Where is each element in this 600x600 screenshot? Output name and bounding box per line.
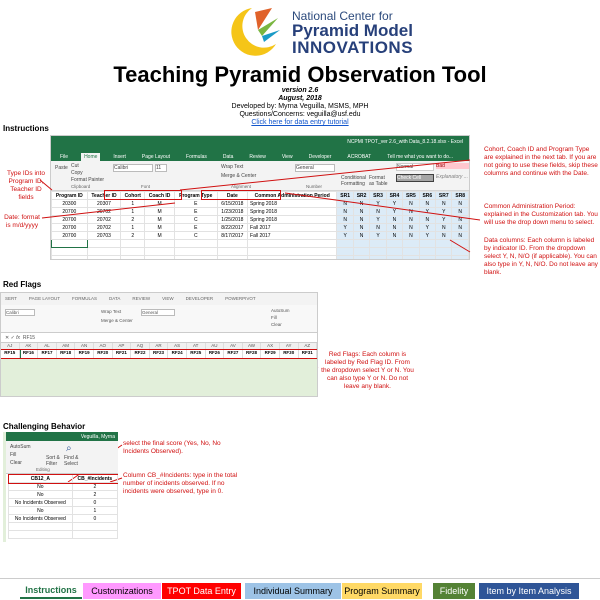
cell[interactable]: N <box>386 224 402 232</box>
pyramid-model-logo-icon <box>222 4 282 56</box>
cell[interactable]: 1 <box>72 507 117 515</box>
tab-formulas[interactable]: Formulas <box>186 154 207 160</box>
tab-insert[interactable]: Insert <box>113 154 126 160</box>
cell[interactable]: Y <box>436 208 452 216</box>
highlight-cohort-columns <box>104 190 182 200</box>
copy-button[interactable]: Copy <box>71 170 83 176</box>
cell[interactable]: RF30 <box>280 350 299 358</box>
cell[interactable]: 2 <box>72 483 117 491</box>
tab[interactable]: DATA <box>109 296 121 301</box>
cell[interactable]: Spring 2018 <box>248 200 337 208</box>
cb-grid <box>8 474 118 539</box>
cell[interactable]: RF25 <box>187 350 206 358</box>
fill-button[interactable]: Fill <box>10 452 17 458</box>
tab[interactable]: PAGE LAYOUT <box>28 296 61 301</box>
cell[interactable]: Y <box>370 232 386 240</box>
cell[interactable]: Y <box>419 208 435 216</box>
clear-button[interactable]: Clear <box>10 460 22 466</box>
cell[interactable]: N <box>386 216 402 224</box>
sheet-tab-bar <box>0 578 600 600</box>
red-flag-header-row <box>1 350 317 358</box>
col-header[interactable]: Common Administration Period <box>248 192 337 200</box>
cell[interactable]: N <box>403 200 419 208</box>
col-header[interactable]: Teacher ID <box>87 192 121 200</box>
cell[interactable]: 8/22/2017 <box>217 224 247 232</box>
cell[interactable]: RF31 <box>299 350 318 358</box>
cell[interactable]: M <box>145 232 175 240</box>
col-header[interactable]: Date <box>217 192 247 200</box>
merge-center-button[interactable]: Merge & Center <box>101 318 133 323</box>
col-header[interactable]: SR3 <box>370 192 386 200</box>
autosum-button[interactable]: AutoSum <box>10 444 31 450</box>
cell[interactable]: No <box>9 491 73 499</box>
tab-view[interactable]: View <box>281 154 293 160</box>
tab[interactable]: FORMULAS <box>72 296 98 301</box>
excel-screenshot-red-flags <box>0 292 318 397</box>
cell[interactable]: No <box>9 483 73 491</box>
cell[interactable]: N <box>436 200 452 208</box>
table-row <box>9 515 118 523</box>
cell[interactable]: C <box>174 216 217 224</box>
cell[interactable]: E <box>174 200 217 208</box>
section-challenging-behavior: Challenging Behavior <box>3 422 86 431</box>
sheet-tab-instructions[interactable]: Instructions <box>20 583 82 599</box>
tab[interactable]: VIEW <box>162 296 174 301</box>
cell[interactable]: Y <box>337 232 353 240</box>
cell[interactable]: RF28 <box>243 350 262 358</box>
cell[interactable]: N <box>353 200 369 208</box>
col-header[interactable]: Program ID <box>52 192 88 200</box>
cell[interactable]: 0 <box>72 499 117 507</box>
cell[interactable]: Y <box>370 216 386 224</box>
sheet-tab-item-analysis[interactable]: Item by Item Analysis <box>479 583 579 599</box>
tab[interactable]: POWERPIVOT <box>225 296 256 301</box>
cell[interactable]: 20700 <box>52 208 88 216</box>
sheet-tab-program-summary[interactable]: Program Summary <box>342 583 422 599</box>
cell[interactable]: 20702 <box>87 216 121 224</box>
excel-screenshot-challenging-behavior <box>3 432 118 542</box>
tab-acrobat[interactable]: ACROBAT <box>347 154 372 160</box>
col-header[interactable]: Coach ID <box>145 192 175 200</box>
tab-file[interactable]: File <box>60 154 69 160</box>
sheet-tab-individual-summary[interactable]: Individual Summary <box>245 583 341 599</box>
cell[interactable]: N <box>370 224 386 232</box>
cell[interactable]: C <box>174 232 217 240</box>
number-format-select[interactable]: General <box>141 309 175 316</box>
col-header[interactable]: SR2 <box>353 192 369 200</box>
cell[interactable]: N <box>370 208 386 216</box>
sheet-tab-fidelity[interactable]: Fidelity <box>433 583 475 599</box>
data-area <box>1 358 317 397</box>
format-painter-button[interactable]: Format Painter <box>71 177 105 183</box>
cell[interactable]: RF26 <box>206 350 225 358</box>
cut-button[interactable]: Cut <box>71 163 79 169</box>
cell[interactable]: RF16 <box>20 350 39 358</box>
table-row <box>9 491 118 499</box>
cell[interactable]: Fall 2017 <box>248 232 337 240</box>
cell[interactable]: N <box>403 208 419 216</box>
style-normal[interactable]: Normal <box>396 163 434 171</box>
cell[interactable]: N <box>452 224 469 232</box>
cell[interactable]: 20700 <box>52 232 88 240</box>
search-icon: ⌕ <box>66 443 72 454</box>
cell[interactable]: N <box>353 208 369 216</box>
cell[interactable]: N <box>353 232 369 240</box>
tab[interactable]: REVIEW <box>132 296 151 301</box>
cell[interactable]: RF29 <box>261 350 280 358</box>
tab[interactable]: DEVELOPER <box>185 296 214 301</box>
note-final-score: select the final score (Yes, No, No Incidents Observed). <box>123 440 221 455</box>
cell[interactable]: RF22 <box>131 350 150 358</box>
font-name-select[interactable]: Calibri <box>5 309 35 316</box>
note-admin-period: Common Administration Period: explained in the Customization tab. You will use the drop down menu to select. <box>484 203 598 226</box>
col-header[interactable]: SR6 <box>419 192 435 200</box>
cell[interactable]: RF23 <box>150 350 169 358</box>
section-instructions: Instructions <box>3 124 49 133</box>
grid-header-row <box>9 475 118 483</box>
tab-page-layout[interactable]: Page Layout <box>141 154 171 160</box>
cell[interactable]: N <box>403 224 419 232</box>
cell[interactable]: 1 <box>121 200 145 208</box>
cell[interactable]: No Incidents Observed <box>9 515 73 523</box>
font-name-select[interactable]: Calibri <box>113 164 153 172</box>
cell[interactable]: M <box>145 200 175 208</box>
cell[interactable]: 20700 <box>52 224 88 232</box>
sheet-tab-customizations[interactable]: Customizations <box>83 583 161 599</box>
col-header[interactable]: SR4 <box>386 192 402 200</box>
note-type-ids: Type IDs into Program ID, Teacher ID fields <box>7 170 45 201</box>
cell[interactable]: Y <box>419 224 435 232</box>
cell[interactable]: No Incidents Observed <box>9 499 73 507</box>
cell[interactable]: RF24 <box>168 350 187 358</box>
cell[interactable]: N <box>403 216 419 224</box>
version: version 2.6 August, 2018 <box>278 87 322 102</box>
excel-titlebar: NCPMI TPOT_ver 2.6_with Data_8.2.18.xlsx - Excel <box>51 136 469 150</box>
cell[interactable]: N <box>337 216 353 224</box>
fill-button[interactable]: Fill <box>271 315 277 320</box>
table-row <box>52 208 469 216</box>
tutorial-link[interactable]: Click here for data entry tutorial <box>251 119 349 126</box>
cell[interactable]: 2 <box>121 232 145 240</box>
tab-review[interactable]: Review <box>249 154 266 160</box>
cell[interactable]: RF15 <box>1 350 20 358</box>
cell[interactable]: RF21 <box>113 350 132 358</box>
highlight-admin-period <box>201 190 281 200</box>
tell-me-box[interactable]: Tell me what you want to do... <box>387 154 454 160</box>
table-row <box>52 216 469 224</box>
style-explanatory[interactable]: Explanatory ... <box>436 174 468 180</box>
wrap-text-button[interactable]: Wrap Text <box>101 309 122 314</box>
conditional-formatting-button[interactable]: Conditional Formatting <box>341 175 367 187</box>
page-title: Teaching Pyramid Observation Tool <box>113 62 487 87</box>
cell[interactable]: N <box>353 224 369 232</box>
cell[interactable]: 20702 <box>87 224 121 232</box>
section-red-flags: Red Flags <box>3 280 42 289</box>
col-header[interactable]: CB_#Incidents <box>72 475 117 483</box>
cell[interactable]: 2 <box>72 491 117 499</box>
cell[interactable]: 2 <box>121 216 145 224</box>
cell[interactable]: 1 <box>121 224 145 232</box>
cell[interactable]: N <box>452 232 469 240</box>
cell[interactable]: N <box>403 232 419 240</box>
note-red-flags: Red Flags: Each column is labeled by Red Flag ID. From the dropdown select Y or N. You can also type Y or N. Do not leave any blank. <box>321 351 414 390</box>
cell[interactable]: Y <box>419 232 435 240</box>
note-incidents: Column CB_#Incidents: type in the total number of incidents observed. If no incidents were observed, type in 0. <box>123 472 238 495</box>
org-line3: INNOVATIONS <box>292 38 414 57</box>
org-line1: National Center for <box>292 9 393 23</box>
wrap-text-button[interactable]: Wrap Text <box>221 164 244 170</box>
col-header[interactable]: SR1 <box>337 192 353 200</box>
clear-button[interactable]: Clear <box>271 322 282 327</box>
cell[interactable]: No <box>9 507 73 515</box>
cell[interactable]: N <box>353 216 369 224</box>
excel-screenshot-instructions <box>50 135 470 260</box>
note-data-columns: Data columns: Each column is labeled by indicator ID. From the dropdown select Y, N, N/O (if applicable). You can also type in Y, N, N/O. Do not leave any blank. <box>484 237 598 276</box>
cell[interactable]: N <box>452 208 469 216</box>
table-row <box>9 499 118 507</box>
paste-button[interactable]: Paste <box>55 165 68 171</box>
org-line2: Pyramid Model <box>292 21 413 40</box>
table-row <box>9 507 118 515</box>
cell[interactable]: N <box>419 200 435 208</box>
sheet-tab-tpot-data-entry[interactable]: TPOT Data Entry <box>162 583 241 599</box>
ribbon-tabs <box>51 150 469 161</box>
find-select-button[interactable]: Find & Select <box>64 455 79 467</box>
col-header[interactable]: Program Type <box>174 192 217 200</box>
cell[interactable]: RF27 <box>224 350 243 358</box>
cell[interactable]: Y <box>436 216 452 224</box>
cell[interactable]: N <box>452 200 469 208</box>
cell[interactable]: 1 <box>121 208 145 216</box>
table-row <box>9 483 118 491</box>
col-header[interactable]: SR7 <box>436 192 452 200</box>
cell[interactable]: 0 <box>72 515 117 523</box>
cell[interactable]: RF17 <box>38 350 57 358</box>
cell[interactable]: Fall 2017 <box>248 224 337 232</box>
tab-data[interactable]: Data <box>222 154 234 160</box>
cell[interactable]: 20700 <box>52 216 88 224</box>
developer-info: Developed by: Myrna Veguilla, MSMS, MPH Questions/Concerns: veguilla@usf.edu <box>231 103 369 118</box>
cell[interactable]: 20702 <box>87 208 121 216</box>
cell[interactable]: 20703 <box>87 232 121 240</box>
cell[interactable]: 8/17/2017 <box>217 232 247 240</box>
style-check-cell[interactable]: Check Cell <box>396 174 434 182</box>
cell[interactable]: M <box>145 216 175 224</box>
ribbon-body: Paste Cut Copy Format Painter Clipboard Calibri 11 Font Wrap Text Merge & Center Alignment General Number Conditional Formatting Format as Table Normal Bad Check Cell Explanatory ... <box>51 161 469 191</box>
cell[interactable]: M <box>145 224 175 232</box>
cell[interactable]: N <box>386 232 402 240</box>
style-bad[interactable]: Bad <box>436 163 470 169</box>
cell[interactable]: N <box>452 216 469 224</box>
sort-filter-button[interactable]: Sort & Filter <box>46 455 60 467</box>
excel-titlebar: Veguilla, Myrna <box>6 432 118 441</box>
note-cohort: Cohort, Coach ID and Program Type are explained in the next tab. If you are not going to use these fields, skip these columns and continue with the Date. <box>484 146 598 177</box>
cell[interactable]: M <box>145 208 175 216</box>
col-header[interactable]: SR5 <box>403 192 419 200</box>
table-row <box>52 224 469 232</box>
cell[interactable]: 20300 <box>52 200 88 208</box>
tab-developer[interactable]: Developer <box>308 154 332 160</box>
autosum-button[interactable]: AutoSum <box>271 308 290 313</box>
number-format-select[interactable]: General <box>295 164 335 172</box>
col-header[interactable]: SR8 <box>452 192 469 200</box>
font-size-select[interactable]: 11 <box>155 164 167 172</box>
cell[interactable]: Spring 2018 <box>248 208 337 216</box>
cell[interactable]: 6/15/2018 <box>217 200 247 208</box>
ribbon-tabs <box>1 293 317 305</box>
table-row <box>52 200 469 208</box>
cell[interactable]: N <box>436 224 452 232</box>
cell[interactable]: N <box>419 216 435 224</box>
cell[interactable]: Y <box>370 200 386 208</box>
cell[interactable]: E <box>174 224 217 232</box>
merge-center-button[interactable]: Merge & Center <box>221 173 257 179</box>
cell[interactable]: N <box>436 232 452 240</box>
format-as-table-button[interactable]: Format as Table <box>369 175 388 187</box>
cell[interactable]: N <box>337 200 353 208</box>
tab[interactable]: SERT <box>5 296 17 301</box>
cell[interactable]: 20307 <box>87 200 121 208</box>
cell[interactable]: Y <box>386 208 402 216</box>
cell[interactable]: RF20 <box>94 350 113 358</box>
cell[interactable]: RF19 <box>75 350 94 358</box>
formula-bar[interactable]: ✕ ✓ fx RF15 <box>1 333 317 343</box>
cell[interactable]: RF18 <box>57 350 76 358</box>
column-letters: AJ AK AL AM AN AO AP AQ AR AS AT AU AV AW AX AY AZ <box>1 343 317 350</box>
cell[interactable]: 1/23/2018 <box>217 208 247 216</box>
instructions-data-grid <box>51 191 469 260</box>
cell[interactable]: 1/25/2018 <box>217 216 247 224</box>
org-name <box>292 10 413 56</box>
cell[interactable]: Spring 2018 <box>248 216 337 224</box>
cell[interactable]: Y <box>386 200 402 208</box>
cell[interactable]: N <box>337 208 353 216</box>
tab-home[interactable]: Home <box>81 153 100 161</box>
table-row <box>52 232 469 240</box>
note-date-format: Date: format is m/d/yyyy <box>4 214 40 229</box>
cell[interactable]: Y <box>337 224 353 232</box>
ribbon-body <box>1 305 317 333</box>
col-header[interactable]: Cohort <box>121 192 145 200</box>
editing-group: AutoSum Fill Clear Sort & Filter Find & Select ⌕ Editing <box>6 441 118 474</box>
col-header[interactable]: CB12_A <box>9 475 73 483</box>
cell[interactable]: E <box>174 208 217 216</box>
